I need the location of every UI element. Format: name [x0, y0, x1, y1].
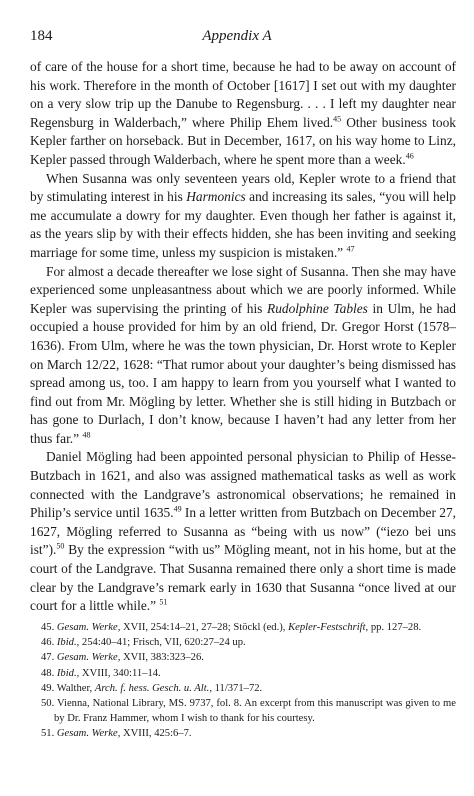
footnote-ref: 46: [405, 151, 414, 161]
footnote-text: Vienna, National Library, MS. 9737, fol. 8. An excerpt from this manuscript was given to me by Dr. Franz Hammer, whom I wish to thank for his courtesy.: [54, 698, 456, 725]
page-number: 184: [30, 28, 53, 44]
paragraph-text: Other business took Kepler farther on horseback. But in December, 1617, on his way home to Linz, Kepler passed through Walderbach, where he spent more than a week.: [30, 114, 456, 167]
paragraph-text: For almost a decade thereafter we lose sight of Susanna. Then she may have experienced some unpleasantness about which we are poorly informed. While Kepler was supervising the printing of his: [30, 263, 456, 316]
footnote-number: 46.: [41, 637, 55, 649]
paragraph-text: In a letter written from Butzbach on December 27, 1627, Mögling referred to Susanna as “being with us now” (“iezo bei uns ist”).: [30, 505, 456, 558]
footnote: [30, 620, 456, 635]
footnote-italic: Arch. f. hess. Gesch. u. Alt.,: [94, 682, 212, 694]
footnote: [30, 650, 456, 665]
italic-title: Harmonics: [186, 189, 246, 205]
paragraph-text: and increasing its sales, “you will help me accumulate a dowry for my daughter. Even though her father is against it, as the years slip by with their effects hidden, she has been inviting and seeking marriage for some time, unless my suspicion is mistaken.”: [30, 189, 456, 260]
paragraph-text: in Ulm, he had occupied a house provided for him by an old friend, Dr. Gregor Horst (1578–1636). From Ulm, where he was the town physician, Dr. Horst wrote to Kepler on March 12/22, 1628: “That rumor about your daughter’s being dismissed has spread among us, too. I am happy to learn from you yourself what I wanted to find out from Mr. Mögling by letter. Whether she is still hiding in Butzbach or has gone to Durlach, I don’t know, because I haven’t had any letter from her thus far.”: [30, 300, 456, 446]
footnote-ref: 51: [159, 597, 168, 607]
italic-title: Rudolphine Tables: [267, 300, 368, 316]
footnotes: [30, 620, 456, 742]
footnote: [30, 696, 456, 726]
paragraph: [30, 170, 456, 263]
footnote-text: 11/371–72.: [211, 682, 263, 694]
paragraph: [30, 263, 456, 449]
paragraph-text: of care of the house for a short time, because he had to be away on account of his work. Therefore in the month of October [1617] I set out with my daughter on a very slow trip up the Danube to Regensburg. . . . I left my daughter near Regensburg in Walderbach,” where Philip Ehem lived.: [30, 59, 456, 130]
paragraph-text: Daniel Mögling had been appointed personal physician to Philip of Hesse-Butzbach in 1621, and also was assigned mathematical tasks as well as work connected with the Landgrave’s astronomical observations; he remained in Philip’s service until 1635.: [30, 449, 456, 521]
footnote-italic: Kepler-Festschrift,: [288, 622, 369, 633]
footnote-ref: 50: [56, 541, 65, 551]
footnote-text: XVIII, 340:11–14.: [79, 667, 161, 679]
footnote-ref: 47: [346, 244, 355, 254]
footnote-ref: 48: [82, 430, 91, 440]
paragraph-text: By the expression “with us” Mögling meant, not in his home, but at the court of the Landgrave. That Susanna remained there only a short time is made clear by the Landgrave’s remark early in 1630 that Susanna “once lived at our court for a little while.”: [30, 542, 456, 614]
footnote: [30, 666, 456, 681]
footnote-number: 51.: [41, 728, 55, 740]
footnote-text: XVII, 254:14–21, 27–28; Stöckl (ed.),: [120, 622, 289, 633]
footnote: [30, 726, 456, 741]
footnote-number: 48.: [41, 667, 55, 679]
footnote-text: XVII, 383:323–26.: [120, 652, 204, 664]
footnote-text: pp. 127–28.: [368, 622, 422, 633]
footnote-text: Walther,: [56, 682, 95, 694]
footnote-italic: Ibid.,: [56, 667, 80, 679]
paragraph: [30, 58, 456, 170]
footnote-number: 45.: [41, 622, 55, 633]
footnote-ref: 45: [333, 114, 342, 124]
footnote-italic: Gesam. Werke,: [56, 652, 121, 664]
footnote-text: 254:40–41; Frisch, VII, 620:27–24 up.: [79, 637, 246, 649]
footnote: [30, 635, 456, 650]
running-head: Appendix A: [202, 28, 272, 44]
page-header: [30, 28, 444, 48]
footnote-number: 49.: [41, 682, 55, 694]
footnote-ref: 49: [173, 504, 182, 514]
footnote-number: 47.: [41, 652, 55, 664]
body-text: [30, 58, 456, 616]
footnote-italic: Gesam. Werke,: [56, 728, 121, 740]
footnote-number: 50.: [41, 698, 55, 710]
paragraph: [30, 448, 456, 615]
footnote-text: XVIII, 425:6–7.: [120, 728, 192, 740]
footnote-italic: Gesam. Werke,: [56, 622, 121, 633]
paragraph-text: When Susanna was only seventeen years old, Kepler wrote to a friend that by stimulating interest in his: [30, 170, 456, 205]
footnote: [30, 681, 456, 696]
footnote-italic: Ibid.,: [56, 637, 80, 649]
